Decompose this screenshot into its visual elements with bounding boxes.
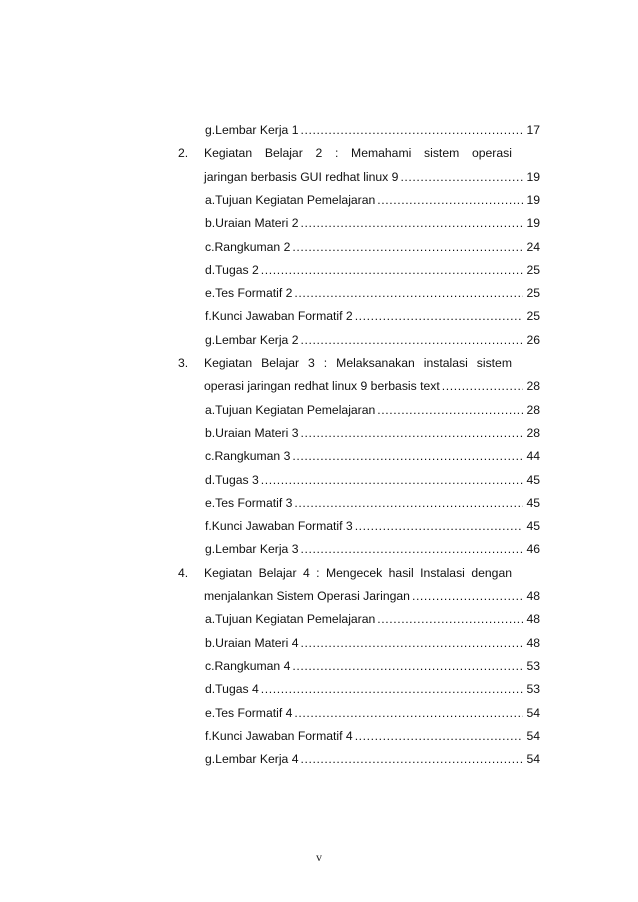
toc-page: 54 (526, 752, 540, 767)
toc-marker: c. (205, 658, 215, 673)
toc-title: Tujuan Kegiatan Pemelajaran (215, 612, 376, 627)
toc-leader (355, 306, 523, 326)
toc-marker: g. (205, 123, 216, 137)
toc-marker: d. (205, 682, 216, 697)
toc-title: Lembar Kerja 3 (215, 542, 299, 557)
toc-marker: e. (205, 705, 216, 720)
toc-page: 48 (526, 589, 540, 603)
toc-marker: g. (205, 752, 216, 767)
toc-word: : (323, 356, 328, 370)
toc-title: Tujuan Kegiatan Pemelajaran (215, 402, 376, 417)
toc-title: Tujuan Kegiatan Pemelajaran (215, 192, 376, 207)
toc-leader (261, 470, 523, 490)
toc-word: 2 (315, 146, 323, 161)
toc-page: 25 (526, 309, 540, 324)
toc-entry (205, 703, 540, 723)
toc-entry (205, 400, 540, 420)
toc-word: hasil (388, 565, 414, 580)
toc-entry (205, 493, 540, 513)
toc-leader (261, 679, 523, 699)
toc-entry (178, 563, 540, 583)
toc-title: Tugas 2 (215, 262, 259, 277)
toc-entry (205, 190, 540, 210)
toc-title-line1 (198, 143, 540, 163)
toc-page: 54 (526, 728, 540, 743)
toc-entry (205, 120, 540, 140)
toc-marker: g. (205, 542, 216, 557)
toc-entry (178, 353, 540, 373)
toc-marker: a. (205, 192, 216, 207)
toc-marker: e. (205, 495, 216, 510)
toc-leader (355, 726, 523, 746)
toc-leader (377, 609, 523, 629)
toc-leader (412, 586, 523, 606)
toc-page: 45 (526, 472, 540, 487)
toc-page: 53 (526, 682, 540, 697)
toc-title: Uraian Materi 2 (215, 216, 299, 231)
toc-page: 19 (526, 216, 540, 231)
toc-marker: c. (205, 239, 215, 254)
toc-title: jaringan berbasis GUI redhat linux 9 (204, 169, 399, 184)
toc-word: Instalasi (420, 565, 465, 580)
toc-title: Kunci Jawaban Formatif 3 (211, 519, 353, 534)
toc-marker: e. (205, 286, 216, 301)
toc-entry-continued (204, 376, 540, 396)
toc-leader (377, 190, 523, 210)
toc-leader (294, 493, 523, 513)
toc-title: Kunci Jawaban Formatif 4 (211, 728, 353, 743)
toc-word: 4 (302, 565, 310, 580)
toc-entry (205, 283, 540, 303)
toc-page: 25 (526, 286, 540, 301)
toc-page: 25 (526, 262, 540, 277)
toc-entry (205, 633, 540, 653)
toc-page: 26 (526, 332, 540, 347)
toc-entry-continued (204, 167, 540, 187)
toc-title: Tugas 3 (215, 472, 259, 487)
toc-word: Kegiatan (204, 565, 253, 580)
toc-leader (301, 633, 524, 653)
toc-leader (301, 423, 524, 443)
toc-word: : (334, 146, 339, 161)
toc-page: 28 (526, 379, 540, 394)
toc-leader (301, 539, 524, 559)
toc-marker: f. (205, 519, 212, 534)
toc-marker: d. (205, 262, 216, 277)
page-number: v (316, 850, 322, 864)
toc-marker: b. (205, 216, 216, 231)
toc-leader (301, 213, 524, 233)
toc-page: 46 (526, 542, 540, 557)
toc-page: 19 (526, 192, 540, 207)
toc-title: Tugas 4 (215, 682, 259, 697)
toc-page: 45 (526, 519, 540, 534)
toc-title: Lembar Kerja 2 (215, 332, 299, 347)
toc-marker: f. (205, 728, 212, 743)
toc-word: : (316, 565, 320, 580)
toc-entry (205, 609, 540, 629)
toc-title: Rangkuman 2 (214, 239, 291, 254)
toc-page: 48 (526, 635, 540, 650)
toc-marker: 3. (178, 356, 189, 370)
toc-page: 28 (526, 402, 540, 417)
toc-word: Mengecek (325, 565, 383, 580)
toc-title: Tes Formatif 3 (215, 495, 293, 510)
toc-entry (205, 749, 540, 769)
toc-leader (400, 167, 523, 187)
toc-entry (205, 446, 540, 466)
toc-marker: b. (205, 425, 216, 440)
toc-entry (205, 260, 540, 280)
toc-entry (205, 237, 540, 257)
toc-entry (205, 306, 540, 326)
toc-title: Lembar Kerja 1 (215, 123, 299, 137)
toc-marker: a. (205, 612, 216, 627)
toc-page: 45 (526, 495, 540, 510)
toc-title-line1 (198, 563, 540, 583)
toc-word: sistem (476, 356, 512, 370)
toc-marker: g. (205, 332, 216, 347)
toc-page: 19 (526, 169, 540, 184)
toc-entry (205, 213, 540, 233)
toc-marker: b. (205, 635, 216, 650)
toc-leader (301, 330, 524, 350)
toc-entry (205, 656, 540, 676)
toc-entry (205, 330, 540, 350)
toc-word: Belajar (264, 146, 303, 161)
toc-entry (205, 470, 540, 490)
toc-entry (205, 539, 540, 559)
toc-title: Rangkuman 4 (214, 658, 291, 673)
toc-word: sistem (424, 146, 460, 161)
toc-word: Belajar (258, 565, 297, 580)
toc-leader (261, 260, 523, 280)
toc-marker: 2. (178, 146, 189, 161)
toc-page: 24 (526, 239, 540, 254)
toc-page: 53 (526, 658, 540, 673)
toc-leader (377, 400, 523, 420)
toc-leader (294, 703, 523, 723)
toc-leader (301, 749, 524, 769)
toc-marker: d. (205, 472, 216, 487)
toc-word: Memahami (351, 146, 412, 161)
toc-word: Kegiatan (204, 356, 253, 370)
toc-word: dengan (471, 565, 512, 580)
toc-title: Kunci Jawaban Formatif 2 (211, 309, 353, 324)
toc-word: instalasi (423, 356, 468, 370)
toc-marker: c. (205, 449, 215, 464)
toc-entry (178, 143, 540, 163)
toc-word: Melaksanakan (336, 356, 415, 370)
toc-page: 54 (526, 705, 540, 720)
toc-title: Tes Formatif 4 (215, 705, 293, 720)
toc-leader (355, 516, 523, 536)
toc-page: 28 (526, 425, 540, 440)
toc-entry (205, 516, 540, 536)
toc-title: Uraian Materi 3 (215, 425, 299, 440)
toc-leader (292, 656, 523, 676)
toc-word: 3 (308, 356, 315, 370)
toc-page: 44 (526, 449, 540, 464)
toc-marker: f. (205, 309, 212, 324)
toc-marker: a. (205, 402, 216, 417)
toc-entry-continued (204, 586, 540, 606)
toc-marker: 4. (178, 565, 189, 580)
toc-title-line1 (198, 353, 540, 373)
toc-leader (292, 237, 523, 257)
toc-word: operasi (471, 146, 512, 161)
toc-word: Kegiatan (204, 146, 253, 161)
toc-leader (294, 283, 523, 303)
toc-title: Lembar Kerja 4 (215, 752, 299, 767)
toc-word: Belajar (261, 356, 300, 370)
toc-title: Uraian Materi 4 (215, 635, 299, 650)
toc-page: 48 (526, 612, 540, 627)
toc-title: Tes Formatif 2 (215, 286, 293, 301)
toc-leader (442, 376, 523, 396)
toc-title: operasi jaringan redhat linux 9 berbasis text (204, 379, 440, 394)
toc-title: menjalankan Sistem Operasi Jaringan (204, 589, 410, 603)
toc-page: 17 (526, 123, 540, 137)
toc-entry (205, 423, 540, 443)
toc-entry (205, 679, 540, 699)
toc-leader (292, 446, 523, 466)
toc-entry (205, 726, 540, 746)
toc-leader (301, 120, 524, 140)
toc-title: Rangkuman 3 (214, 449, 291, 464)
